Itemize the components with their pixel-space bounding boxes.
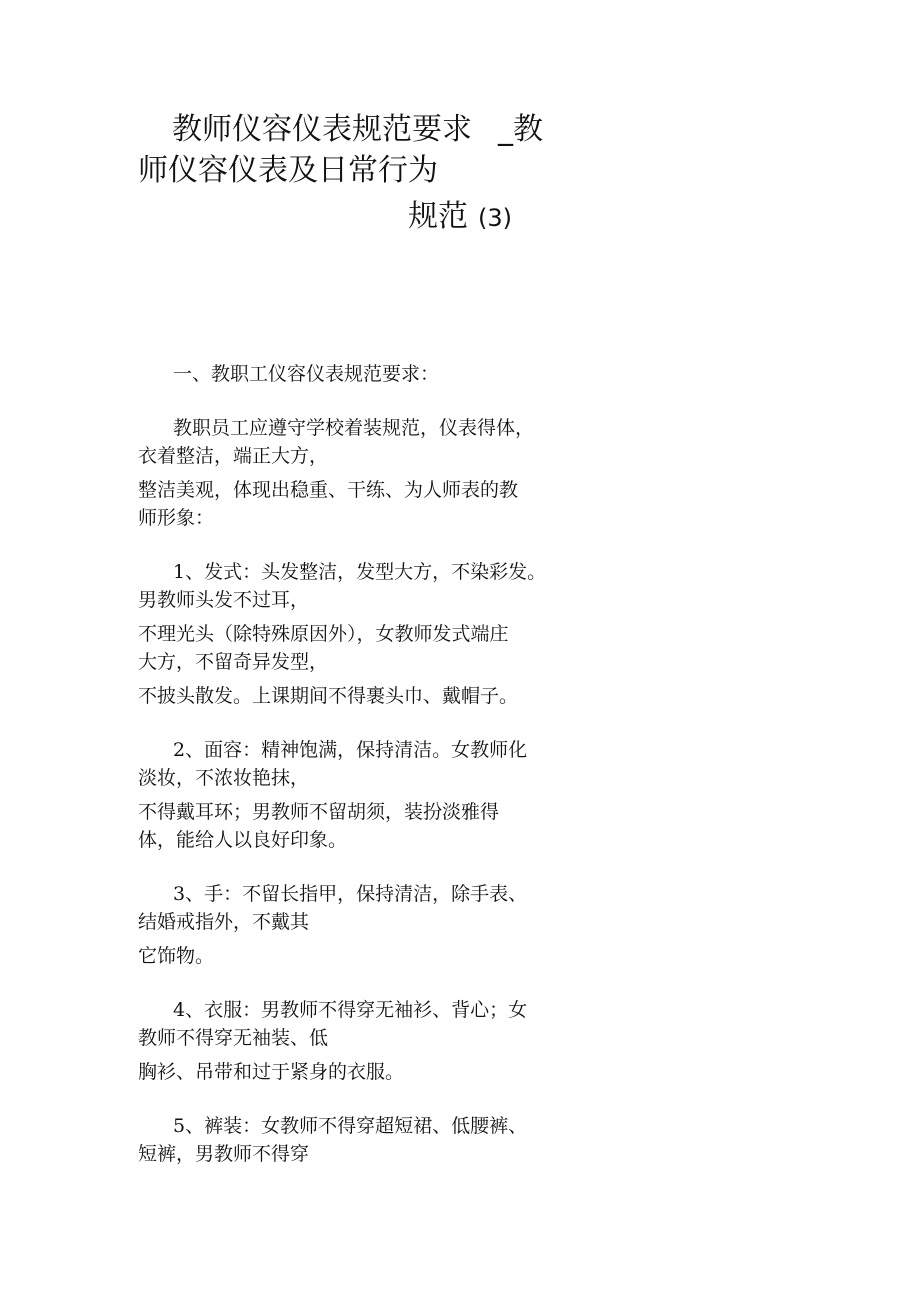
paragraph-line: 3、手：不留长指甲，保持清洁，除手表、 <box>173 883 528 905</box>
paragraph-line: 不披头散发。上课期间不得裹头巾、戴帽子。 <box>138 685 519 707</box>
paragraph-line: 男教师头发不过耳， <box>138 589 310 611</box>
paragraph-line: 体，能给人以良好印象。 <box>138 829 348 851</box>
paragraph-line: 它饰物。 <box>138 945 215 967</box>
paragraph-line: 教师不得穿无袖装、低 <box>138 1027 329 1049</box>
section-heading: 一、教职工仪容仪表规范要求： <box>173 363 440 385</box>
paragraph-line: 4、衣服：男教师不得穿无袖衫、背心；女 <box>173 999 528 1021</box>
paragraph-line: 师形象： <box>138 507 215 529</box>
paragraph-line: 短裤，男教师不得穿 <box>138 1143 310 1165</box>
title-line-2: 师仪容仪表及日常行为 <box>138 153 438 188</box>
paragraph-line: 胸衫、吊带和过于紧身的衣服。 <box>138 1061 405 1083</box>
paragraph-line: 不理光头（除特殊原因外），女教师发式端庄 <box>138 623 509 645</box>
paragraph-line: 大方，不留奇异发型， <box>138 651 329 673</box>
title-text-3a: 规范 <box>408 199 468 234</box>
paragraph-line: 结婚戒指外，不戴其 <box>138 911 310 933</box>
title-text-1b: _教 <box>498 112 543 147</box>
paragraph-line: 2、面容：精神饱满，保持清洁。女教师化 <box>173 739 528 761</box>
title-number: (3) <box>478 204 512 232</box>
paragraph-line: 教职员工应遵守学校着装规范，仪表得体， <box>173 417 535 439</box>
paragraph-line: 不得戴耳环；男教师不留胡须，装扮淡雅得 <box>138 801 500 823</box>
title-text-1a: 教师仪容仪表规范要求 <box>172 112 472 147</box>
document-body <box>138 360 588 1168</box>
paragraph-line: 淡妆，不浓妆艳抹， <box>138 767 310 789</box>
title-line-3 <box>408 199 512 236</box>
paragraph-line: 整洁美观，体现出稳重、干练、为人师表的教 <box>138 479 519 501</box>
paragraph-line: 衣着整洁，端正大方， <box>138 445 329 467</box>
title-line-1 <box>172 112 543 148</box>
paragraph-line: 1、发式：头发整洁，发型大方，不染彩发。 <box>173 561 547 583</box>
paragraph-line: 5、裤装：女教师不得穿超短裙、低腰裤、 <box>173 1115 528 1137</box>
